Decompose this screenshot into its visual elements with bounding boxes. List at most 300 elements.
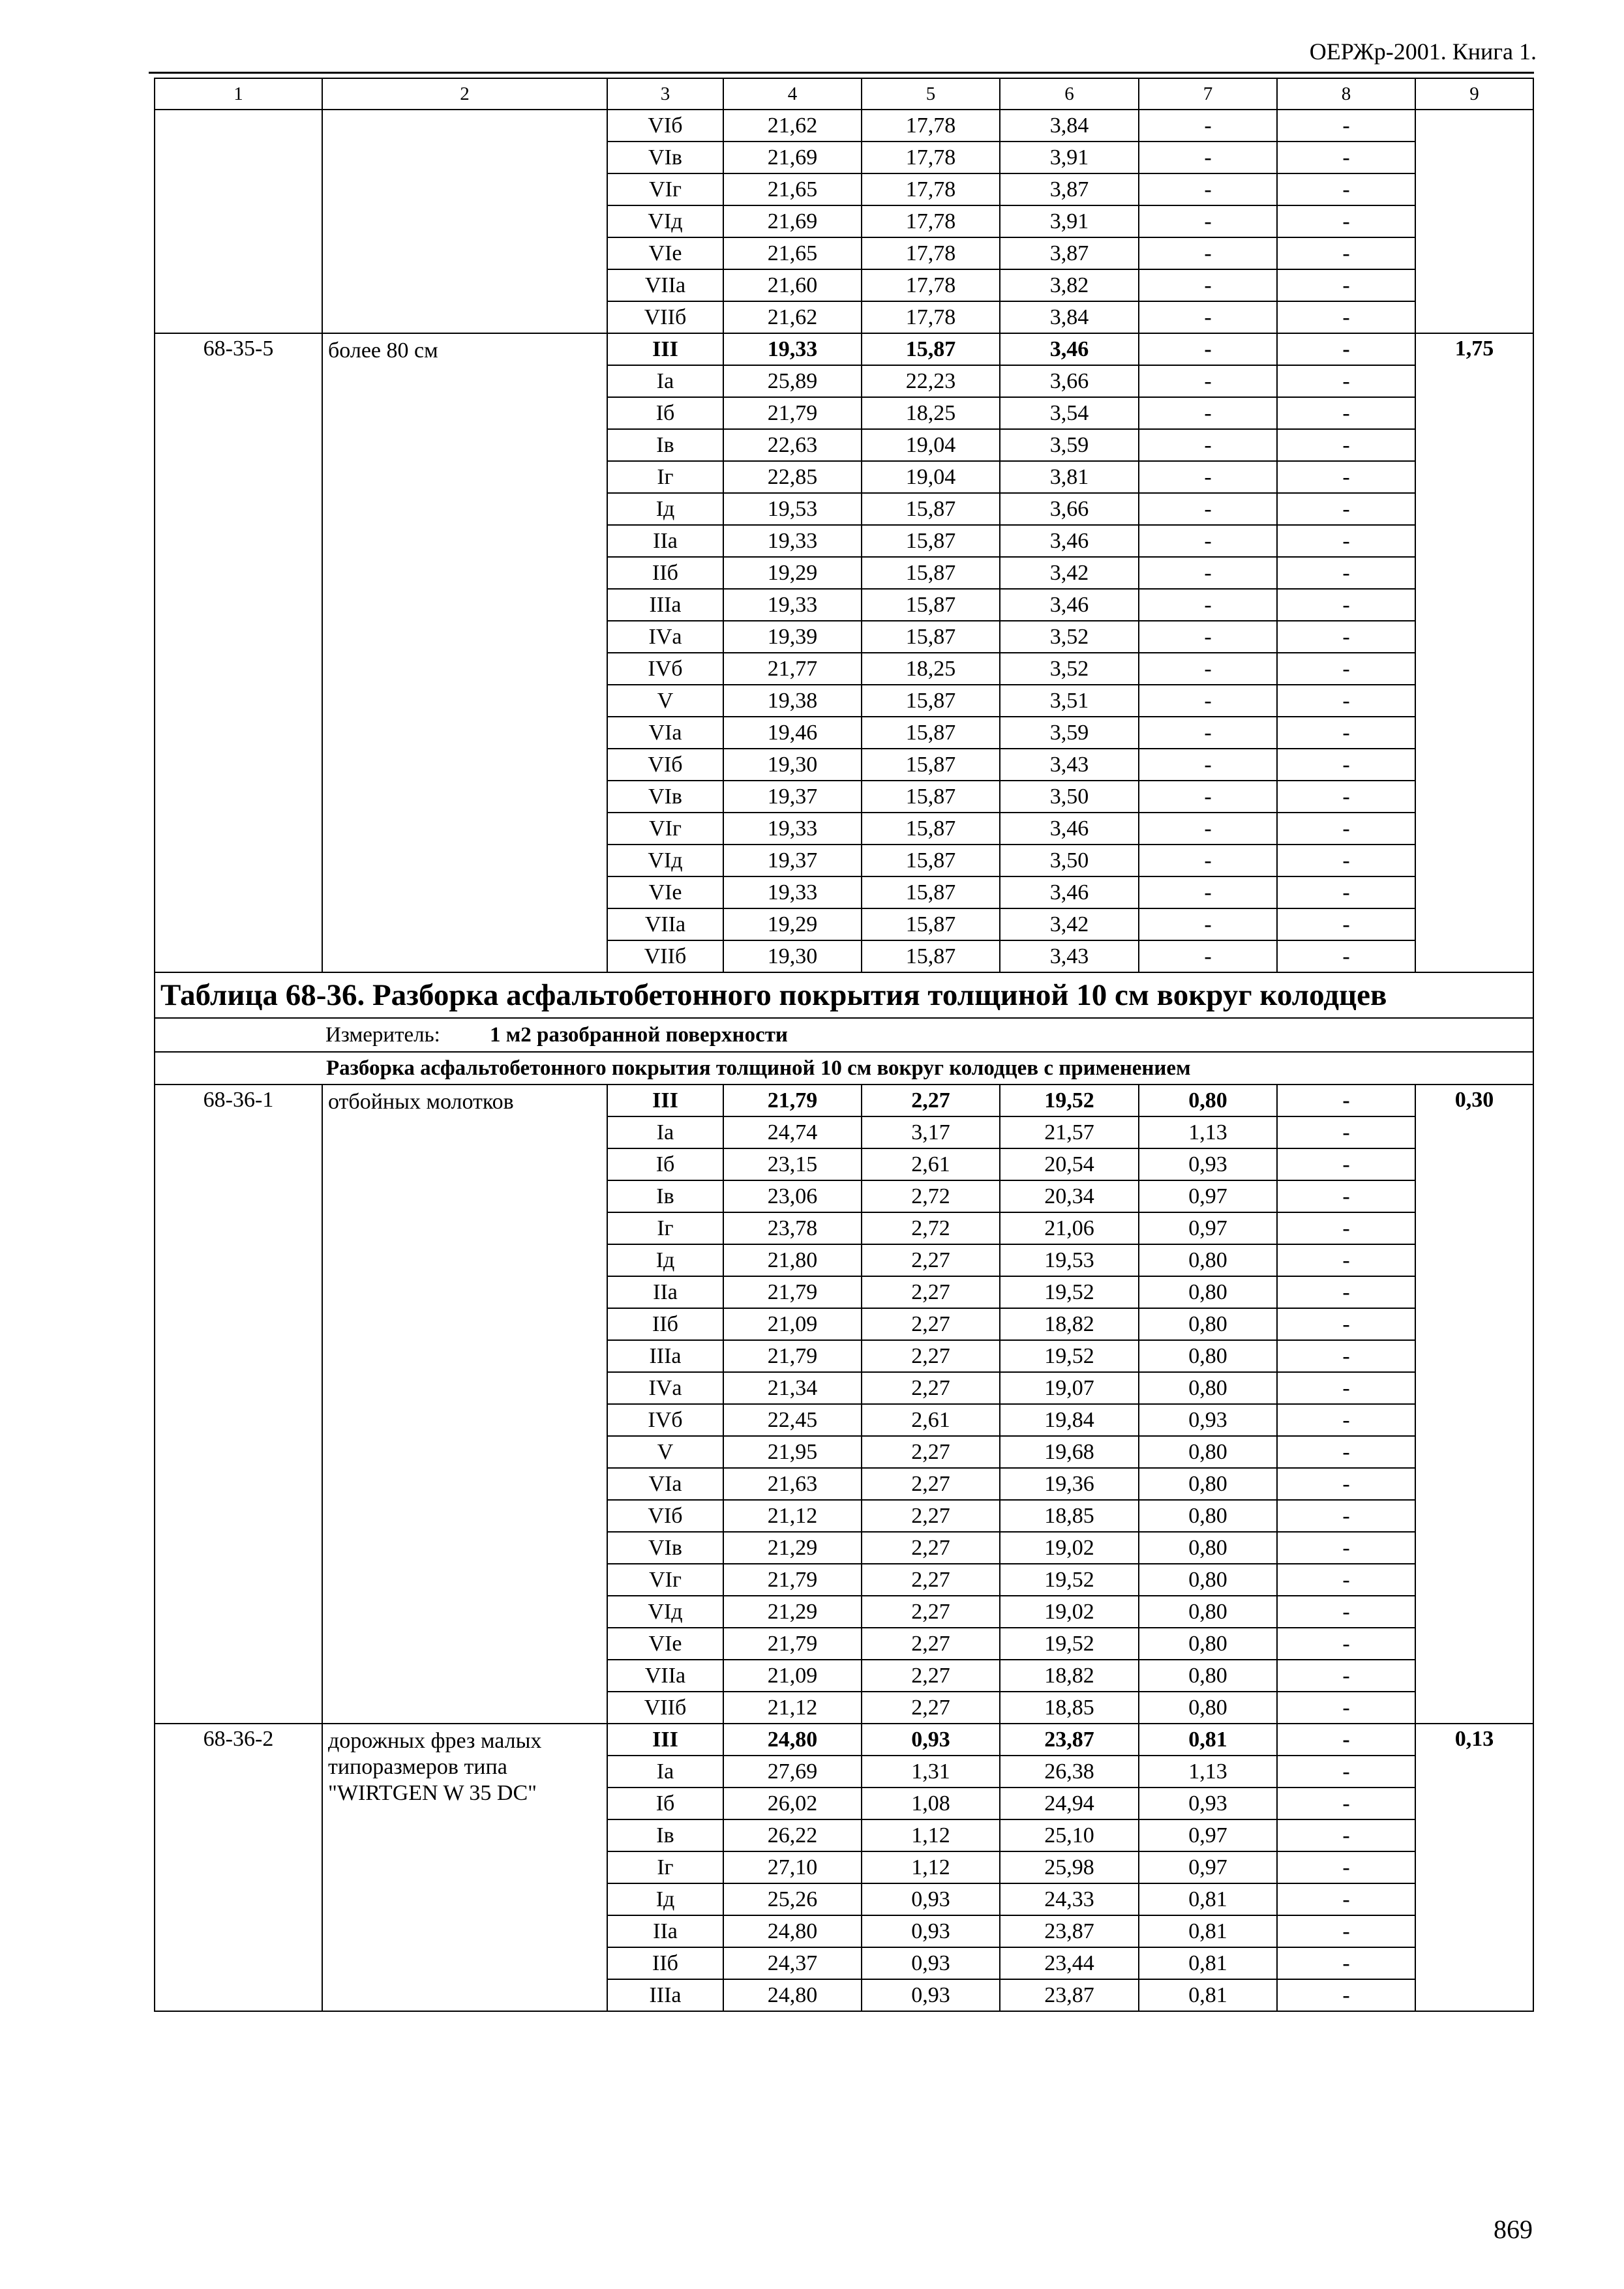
name-cell: дорожных фрез малых типоразмеров типа "WIRTGEN W 35 DC" [322,1724,607,2011]
value-cell: 3,87 [1000,173,1139,205]
value-cell: 21,12 [723,1500,862,1532]
value-cell: - [1139,845,1277,876]
value-cell: 2,27 [862,1500,1000,1532]
value-cell: Iб [607,397,723,429]
value-cell: - [1277,269,1415,301]
value-cell: - [1139,493,1277,525]
value-cell: VIе [607,876,723,908]
value-cell: 26,02 [723,1788,862,1819]
value-cell: 15,87 [862,940,1000,972]
value-cell: - [1277,813,1415,845]
value-cell: 0,80 [1139,1596,1277,1628]
value-cell: VIд [607,205,723,237]
value-cell: VIб [607,110,723,142]
code-cell: 68-36-1 [155,1085,322,1724]
value-cell: 19,52 [1000,1340,1139,1372]
value-cell: 2,27 [862,1085,1000,1116]
value-cell: IIIа [607,1340,723,1372]
value-cell: 19,04 [862,461,1000,493]
value-cell: 3,50 [1000,845,1139,876]
value-cell: 0,81 [1139,1915,1277,1947]
value-cell: IIIа [607,1979,723,2011]
value-cell: - [1277,653,1415,685]
value-cell: 19,33 [723,525,862,557]
value-cell: 20,34 [1000,1180,1139,1212]
value-cell: VIг [607,173,723,205]
value-cell: - [1277,1819,1415,1851]
value-cell: IIб [607,1308,723,1340]
value-cell: 2,27 [862,1340,1000,1372]
value-cell: 0,93 [1139,1404,1277,1436]
value-cell: - [1277,1788,1415,1819]
value-cell: 21,79 [723,1276,862,1308]
value-cell: Iб [607,1148,723,1180]
value-cell: - [1277,142,1415,173]
value-cell: 3,42 [1000,908,1139,940]
value-cell: Iд [607,1883,723,1915]
value-cell: - [1277,1148,1415,1180]
value-cell: 2,27 [862,1244,1000,1276]
value-cell: 21,62 [723,301,862,333]
value-cell: 19,52 [1000,1628,1139,1660]
value-cell: 0,93 [862,1724,1000,1756]
value-cell: 15,87 [862,685,1000,717]
value-cell: - [1277,1180,1415,1212]
value-cell: 3,52 [1000,653,1139,685]
value-cell: 1,13 [1139,1116,1277,1148]
rates-table [154,78,1534,2012]
value-cell: 3,43 [1000,749,1139,781]
subheader: Разборка асфальтобетонного покрытия толщиной 10 см вокруг колодцев с применением [155,1052,1533,1085]
value-cell: 24,80 [723,1724,862,1756]
value-cell: 3,46 [1000,589,1139,621]
value-cell: 27,69 [723,1756,862,1788]
value-cell: 21,09 [723,1660,862,1692]
value-cell: 0,80 [1139,1532,1277,1564]
value-cell: 19,04 [862,429,1000,461]
value-cell: 19,30 [723,940,862,972]
value-cell: 15,87 [862,845,1000,876]
value-cell: - [1139,173,1277,205]
value-cell: - [1277,1532,1415,1564]
value-cell: - [1139,589,1277,621]
value-cell: 2,27 [862,1532,1000,1564]
value-cell: - [1139,110,1277,142]
value-cell: - [1277,1564,1415,1596]
value-cell: Iг [607,1212,723,1244]
value-cell: 3,91 [1000,205,1139,237]
value-cell: 21,79 [723,1628,862,1660]
value-cell: 2,27 [862,1692,1000,1724]
column-number: 9 [1415,78,1533,110]
value-cell: V [607,685,723,717]
value-cell: - [1277,525,1415,557]
value-cell: 15,87 [862,717,1000,749]
value-cell: 0,81 [1139,1979,1277,2011]
value-cell: 17,78 [862,205,1000,237]
value-cell: - [1277,876,1415,908]
value-cell: VIIб [607,301,723,333]
value-cell: VIIа [607,269,723,301]
value-cell: 15,87 [862,908,1000,940]
value-cell: 15,87 [862,557,1000,589]
value-cell: 19,46 [723,717,862,749]
rates-table-body [155,78,1533,2011]
value-cell: 18,25 [862,653,1000,685]
value-cell: 2,27 [862,1596,1000,1628]
value-cell: 21,80 [723,1244,862,1276]
value-cell: - [1277,237,1415,269]
value-cell: - [1277,1756,1415,1788]
value-cell: 21,79 [723,397,862,429]
value-cell: 18,85 [1000,1500,1139,1532]
value-cell: 17,78 [862,173,1000,205]
value-cell: 1,12 [862,1819,1000,1851]
value-cell: 0,93 [1139,1788,1277,1819]
value-cell: 19,38 [723,685,862,717]
value-cell: - [1277,461,1415,493]
value-cell: 3,59 [1000,429,1139,461]
value-cell: 21,34 [723,1372,862,1404]
value-cell: - [1277,1308,1415,1340]
value-cell: - [1277,110,1415,142]
measure-cell [155,1018,1533,1052]
value-cell: 2,27 [862,1660,1000,1692]
value-cell: 3,46 [1000,813,1139,845]
value-cell: - [1277,173,1415,205]
value-cell: 0,80 [1139,1244,1277,1276]
rate-cell: 1,75 [1415,333,1533,972]
value-cell: 20,54 [1000,1148,1139,1180]
value-cell: 2,27 [862,1372,1000,1404]
value-cell: - [1277,1468,1415,1500]
value-cell: 21,95 [723,1436,862,1468]
value-cell: - [1277,1436,1415,1468]
value-cell: 3,84 [1000,301,1139,333]
value-cell: 24,37 [723,1947,862,1979]
table-row [155,110,1533,142]
value-cell: 19,53 [723,493,862,525]
value-cell: 3,42 [1000,557,1139,589]
value-cell: 19,07 [1000,1372,1139,1404]
value-cell: - [1139,525,1277,557]
value-cell: 0,97 [1139,1180,1277,1212]
value-cell: 19,52 [1000,1085,1139,1116]
value-cell: VIв [607,142,723,173]
value-cell: 19,33 [723,876,862,908]
value-cell: 19,30 [723,749,862,781]
value-cell: 23,44 [1000,1947,1139,1979]
value-cell: - [1139,333,1277,365]
value-cell: Iг [607,461,723,493]
value-cell: - [1277,1596,1415,1628]
value-cell: - [1277,908,1415,940]
value-cell: 3,82 [1000,269,1139,301]
value-cell: 21,09 [723,1308,862,1340]
value-cell: 21,29 [723,1596,862,1628]
value-cell: Iв [607,1819,723,1851]
value-cell: IIа [607,525,723,557]
value-cell: 19,36 [1000,1468,1139,1500]
value-cell: 23,87 [1000,1724,1139,1756]
value-cell: 0,93 [862,1979,1000,2011]
value-cell: - [1277,1660,1415,1692]
value-cell: - [1277,493,1415,525]
value-cell: 2,27 [862,1276,1000,1308]
value-cell: Iв [607,1180,723,1212]
value-cell: - [1277,1116,1415,1148]
value-cell: 21,57 [1000,1116,1139,1148]
value-cell: Iа [607,1116,723,1148]
value-cell: 24,74 [723,1116,862,1148]
value-cell: 23,06 [723,1180,862,1212]
measure-label: Измеритель: [325,1023,440,1047]
value-cell: Iд [607,493,723,525]
value-cell: 19,37 [723,845,862,876]
value-cell: 1,13 [1139,1756,1277,1788]
value-cell: - [1277,1692,1415,1724]
value-cell: 21,69 [723,205,862,237]
value-cell: IVа [607,1372,723,1404]
value-cell: - [1277,365,1415,397]
value-cell: 21,69 [723,142,862,173]
value-cell: 19,33 [723,813,862,845]
value-cell: 17,78 [862,301,1000,333]
value-cell: 0,80 [1139,1372,1277,1404]
name-cell: более 80 см [322,333,607,972]
value-cell: 18,85 [1000,1692,1139,1724]
value-cell: VIIа [607,1660,723,1692]
value-cell: IVб [607,653,723,685]
value-cell: 3,91 [1000,142,1139,173]
value-cell: - [1277,1404,1415,1436]
value-cell: - [1139,940,1277,972]
value-cell: 3,17 [862,1116,1000,1148]
value-cell: - [1277,1724,1415,1756]
value-cell: III [607,333,723,365]
value-cell: 0,80 [1139,1085,1277,1116]
value-cell: - [1139,269,1277,301]
value-cell: VIб [607,1500,723,1532]
value-cell: 15,87 [862,621,1000,653]
value-cell: 15,87 [862,493,1000,525]
value-cell: 3,87 [1000,237,1139,269]
value-cell: 0,93 [862,1883,1000,1915]
value-cell: 25,26 [723,1883,862,1915]
value-cell: 3,66 [1000,493,1139,525]
value-cell: - [1277,1500,1415,1532]
value-cell: 0,80 [1139,1628,1277,1660]
value-cell: 2,72 [862,1180,1000,1212]
value-cell: 17,78 [862,110,1000,142]
value-cell: 19,33 [723,589,862,621]
value-cell: 22,63 [723,429,862,461]
value-cell: 3,66 [1000,365,1139,397]
value-cell: 18,82 [1000,1660,1139,1692]
value-cell: 0,80 [1139,1564,1277,1596]
value-cell: - [1139,205,1277,237]
value-cell: III [607,1724,723,1756]
value-cell: - [1139,653,1277,685]
value-cell: 1,08 [862,1788,1000,1819]
value-cell: 0,80 [1139,1436,1277,1468]
value-cell: 3,51 [1000,685,1139,717]
value-cell: 0,97 [1139,1819,1277,1851]
subheader-row [155,1052,1533,1085]
value-cell: 21,29 [723,1532,862,1564]
value-cell: - [1277,717,1415,749]
column-number: 7 [1139,78,1277,110]
value-cell: 2,61 [862,1148,1000,1180]
value-cell: IIIа [607,589,723,621]
value-cell: - [1139,813,1277,845]
value-cell: - [1277,333,1415,365]
table-row [155,1724,1533,1756]
value-cell: 19,02 [1000,1596,1139,1628]
value-cell: 21,79 [723,1564,862,1596]
value-cell: - [1277,1085,1415,1116]
value-cell: 0,81 [1139,1883,1277,1915]
value-cell: Iд [607,1244,723,1276]
value-cell: 2,27 [862,1564,1000,1596]
value-cell: 18,25 [862,397,1000,429]
value-cell: - [1277,1212,1415,1244]
value-cell: - [1139,301,1277,333]
value-cell: VIа [607,717,723,749]
value-cell: 17,78 [862,237,1000,269]
value-cell: - [1139,621,1277,653]
value-cell: - [1139,461,1277,493]
value-cell: 15,87 [862,333,1000,365]
value-cell: VIв [607,781,723,813]
column-number: 8 [1277,78,1415,110]
value-cell: 22,23 [862,365,1000,397]
value-cell: - [1277,845,1415,876]
value-cell: - [1277,397,1415,429]
column-number-row [155,78,1533,110]
value-cell: VIе [607,237,723,269]
value-cell: 24,94 [1000,1788,1139,1819]
rate-cell [1415,110,1533,333]
table-row [155,1085,1533,1116]
value-cell: 1,31 [862,1756,1000,1788]
value-cell: III [607,1085,723,1116]
value-cell: 21,62 [723,110,862,142]
value-cell: 0,93 [862,1947,1000,1979]
rate-cell: 0,13 [1415,1724,1533,2011]
value-cell: 3,81 [1000,461,1139,493]
value-cell: 21,63 [723,1468,862,1500]
value-cell: VIб [607,749,723,781]
value-cell: 21,77 [723,653,862,685]
value-cell: 0,80 [1139,1500,1277,1532]
value-cell: 19,68 [1000,1436,1139,1468]
value-cell: IVа [607,621,723,653]
value-cell: 22,45 [723,1404,862,1436]
value-cell: - [1277,557,1415,589]
value-cell: IVб [607,1404,723,1436]
value-cell: 0,80 [1139,1276,1277,1308]
value-cell: VIв [607,1532,723,1564]
column-number: 6 [1000,78,1139,110]
value-cell: 25,98 [1000,1851,1139,1883]
table-title-row [155,972,1533,1018]
value-cell: 24,80 [723,1915,862,1947]
value-cell: - [1277,1851,1415,1883]
value-cell: - [1277,621,1415,653]
value-cell: 15,87 [862,876,1000,908]
value-cell: 24,33 [1000,1883,1139,1915]
value-cell: 22,85 [723,461,862,493]
value-cell: - [1277,940,1415,972]
value-cell: - [1139,557,1277,589]
table-title: Таблица 68-36. Разборка асфальтобетонного покрытия толщиной 10 см вокруг колодцев [155,972,1533,1018]
value-cell: - [1277,1276,1415,1308]
value-cell: 2,61 [862,1404,1000,1436]
value-cell: - [1277,1372,1415,1404]
value-cell: 21,12 [723,1692,862,1724]
value-cell: 0,81 [1139,1947,1277,1979]
value-cell: 0,80 [1139,1308,1277,1340]
code-cell [155,110,322,333]
value-cell: 21,60 [723,269,862,301]
value-cell: - [1277,685,1415,717]
code-cell: 68-36-2 [155,1724,322,2011]
value-cell: VIIа [607,908,723,940]
value-cell: 0,97 [1139,1851,1277,1883]
value-cell: - [1277,1244,1415,1276]
value-cell: 0,80 [1139,1340,1277,1372]
value-cell: - [1277,781,1415,813]
column-number: 1 [155,78,322,110]
value-cell: IIа [607,1276,723,1308]
value-cell: 3,52 [1000,621,1139,653]
value-cell: - [1277,589,1415,621]
value-cell: IIа [607,1915,723,1947]
value-cell: 23,15 [723,1148,862,1180]
name-cell [322,110,607,333]
value-cell: - [1139,908,1277,940]
value-cell: 0,93 [862,1915,1000,1947]
value-cell: 17,78 [862,269,1000,301]
value-cell: 19,29 [723,557,862,589]
value-cell: - [1277,1340,1415,1372]
value-cell: 19,53 [1000,1244,1139,1276]
value-cell: - [1277,1915,1415,1947]
value-cell: 0,97 [1139,1212,1277,1244]
value-cell: 1,12 [862,1851,1000,1883]
value-cell: 15,87 [862,749,1000,781]
value-cell: 23,87 [1000,1979,1139,2011]
value-cell: IIб [607,1947,723,1979]
value-cell: - [1277,1628,1415,1660]
value-cell: VIе [607,1628,723,1660]
value-cell: 26,38 [1000,1756,1139,1788]
value-cell: - [1139,142,1277,173]
value-cell: 23,78 [723,1212,862,1244]
measure-value: 1 м2 разобранной поверхности [490,1023,788,1047]
value-cell: 0,80 [1139,1468,1277,1500]
value-cell: Iа [607,365,723,397]
value-cell: 2,27 [862,1468,1000,1500]
value-cell: Iа [607,1756,723,1788]
value-cell: 25,10 [1000,1819,1139,1851]
value-cell: 18,82 [1000,1308,1139,1340]
value-cell: 26,22 [723,1819,862,1851]
value-cell: 3,84 [1000,110,1139,142]
value-cell: 25,89 [723,365,862,397]
column-number: 3 [607,78,723,110]
